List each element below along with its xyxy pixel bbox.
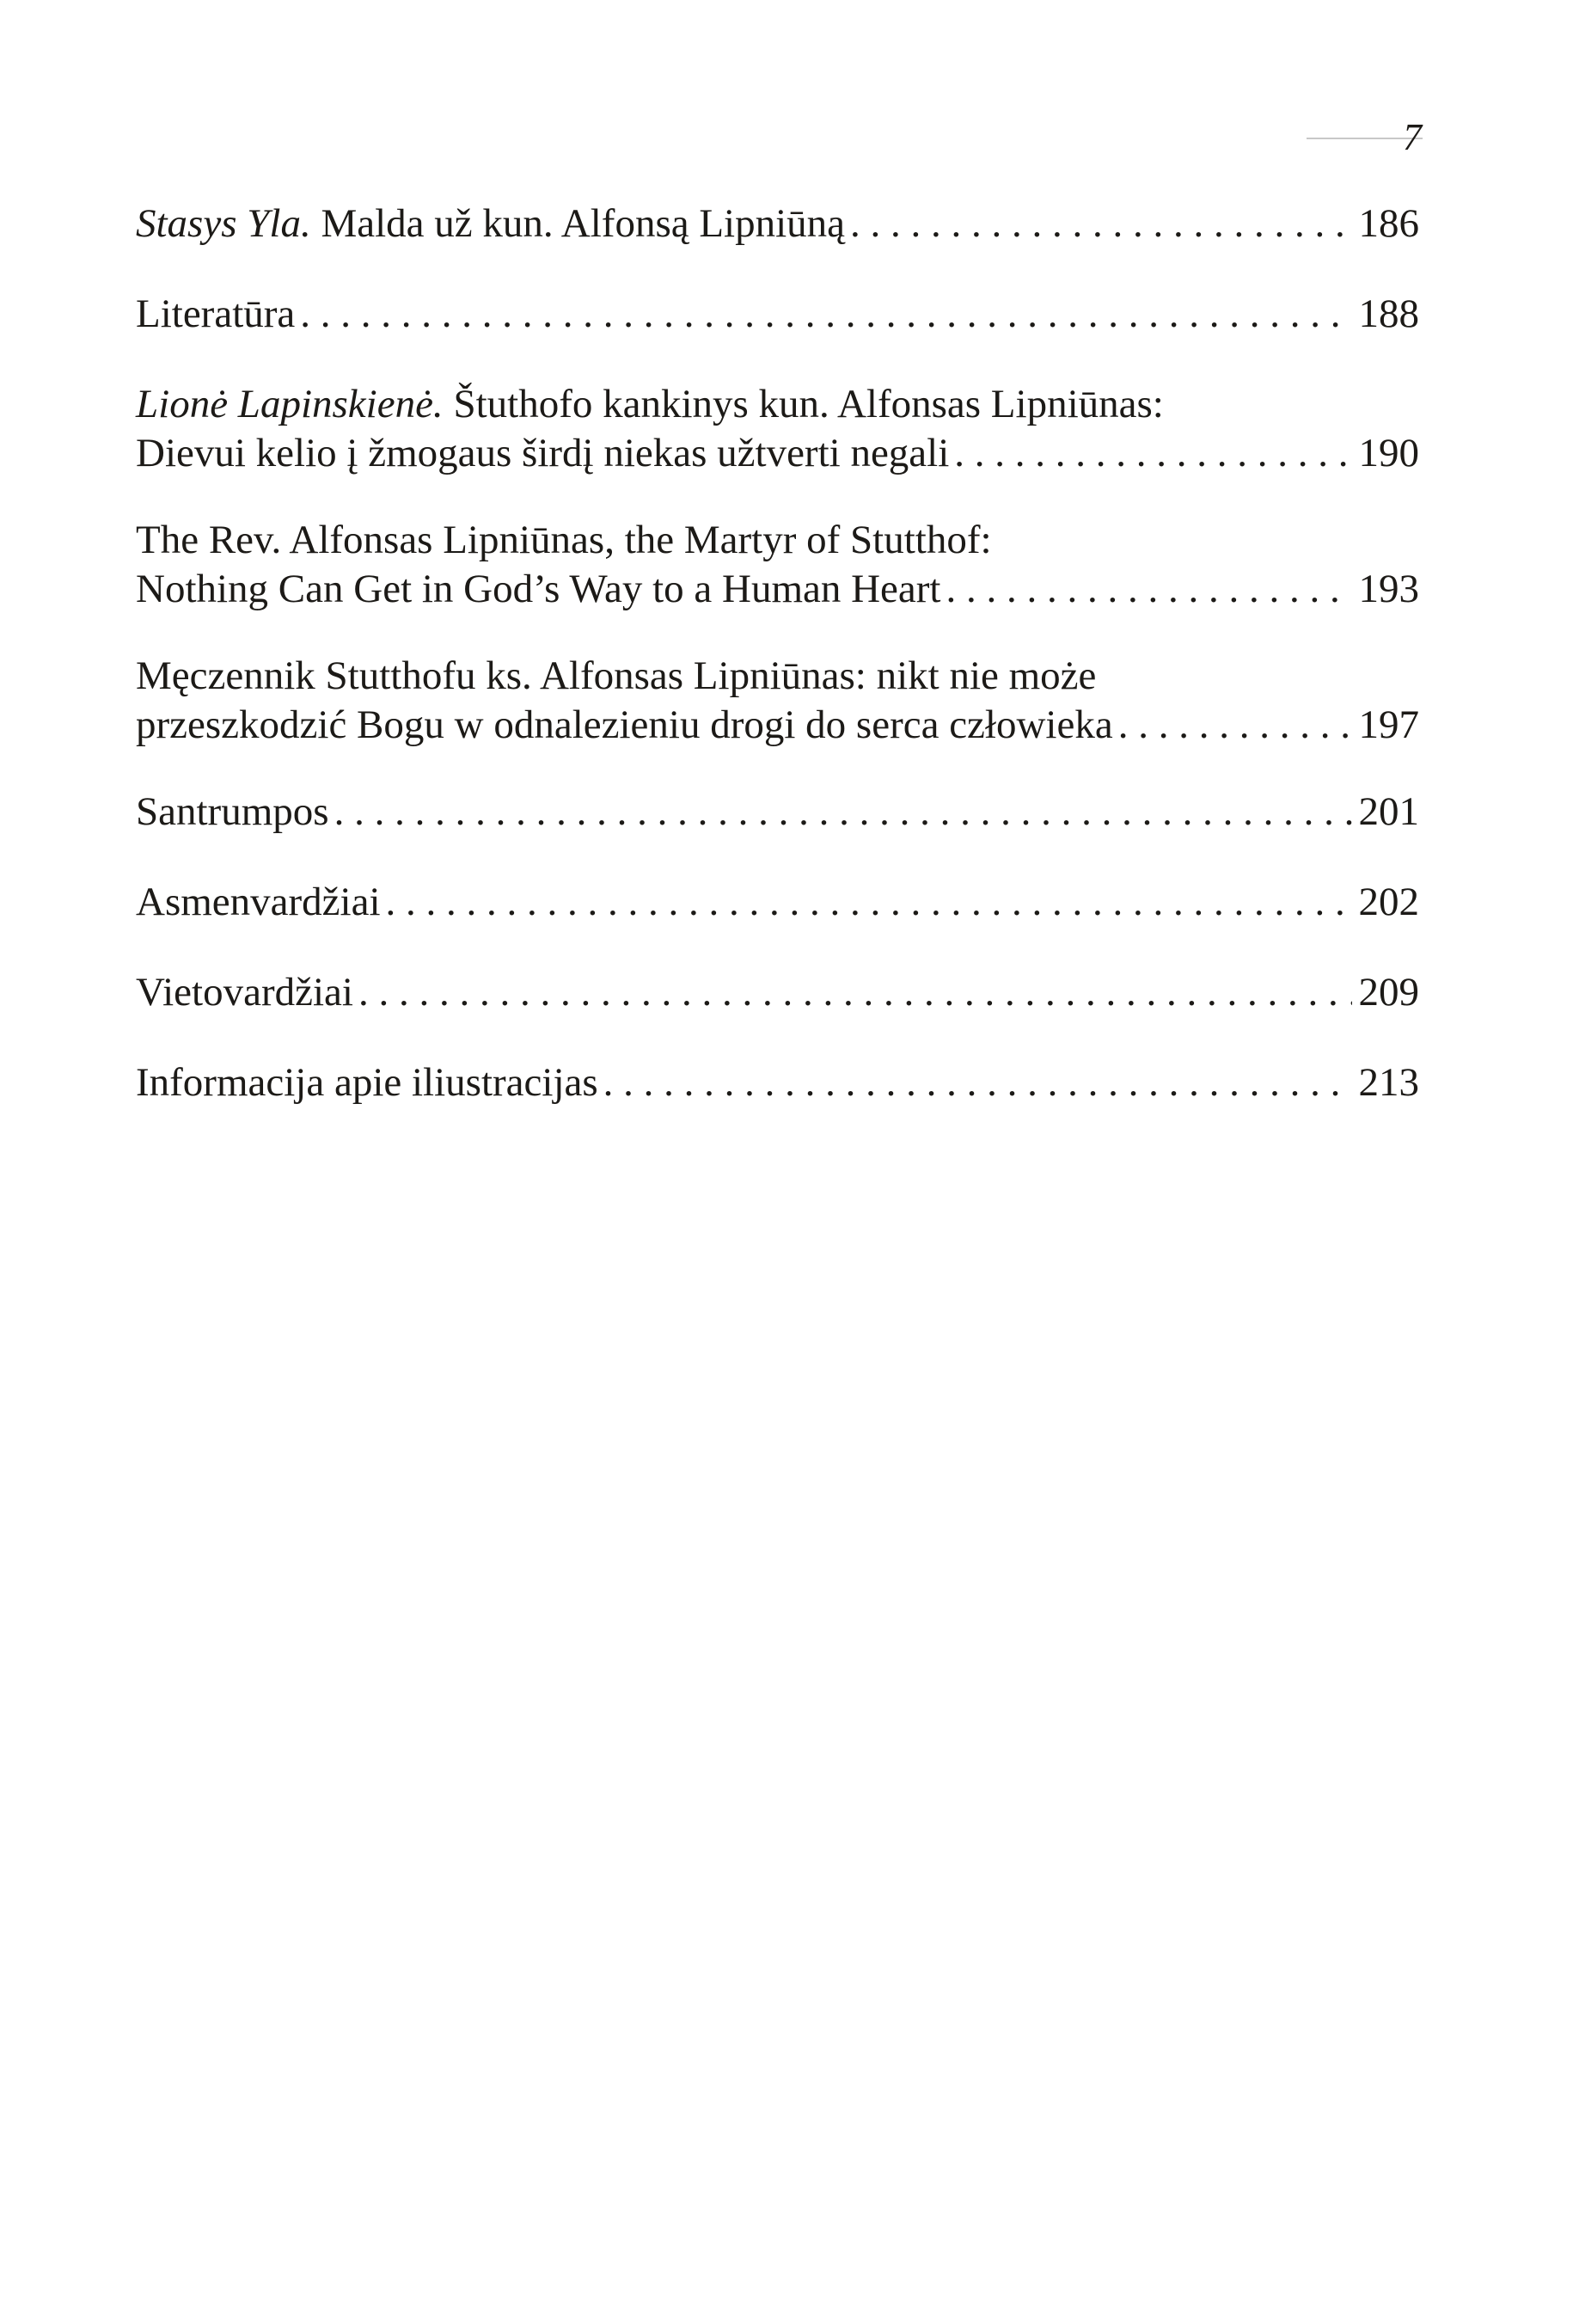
dot-leader (954, 429, 1351, 478)
toc-entry-page: 201 (1358, 789, 1419, 834)
toc-entry-title: The Rev. Alfonsas Lipniūnas, the Martyr of Stutthof: (136, 518, 992, 562)
toc-entry-line (136, 199, 1419, 248)
toc-entry[interactable] (136, 788, 1419, 837)
toc-entry-line (136, 290, 1419, 339)
dot-leader (946, 565, 1352, 614)
toc-entry-author: Lionė Lapinskienė. (136, 382, 444, 426)
dot-leader (358, 968, 1352, 1017)
toc-entry[interactable] (136, 380, 1419, 478)
dot-leader (300, 290, 1351, 339)
dot-leader (386, 878, 1352, 927)
toc-entry-title-continued: Nothing Can Get in God’s Way to a Human Heart (136, 567, 941, 611)
toc-entry-page: 202 (1358, 880, 1419, 924)
toc-entry-page: 190 (1358, 431, 1419, 475)
toc-entry-line (136, 701, 1419, 750)
toc-entry-page: 213 (1358, 1060, 1419, 1105)
toc-entry-line (136, 878, 1419, 927)
toc-entry[interactable] (136, 199, 1419, 248)
toc-entry-title: Asmenvardžiai (136, 880, 381, 924)
toc-entry-page: 186 (1358, 201, 1419, 246)
toc-entry-title: Literatūra (136, 291, 296, 336)
toc-entry-line (136, 429, 1419, 478)
toc-entry[interactable] (136, 878, 1419, 927)
toc-entry[interactable] (136, 290, 1419, 339)
toc-entry-title-continued: Dievui kelio į žmogaus širdį niekas užtverti negali (136, 431, 950, 475)
toc-entry-title-continued: przeszkodzić Bogu w odnalezieniu drogi do serca człowieka (136, 702, 1113, 747)
toc-entry-title: Štuthofo kankinys kun. Alfonsas Lipniūnas: (453, 382, 1164, 426)
toc-entry-title: Vietovardžiai (136, 970, 353, 1015)
dot-leader (850, 199, 1351, 248)
toc-entry-line (136, 565, 1419, 614)
toc-entry-first-line (136, 380, 1419, 429)
toc-entry[interactable] (136, 516, 1419, 614)
dot-leader (334, 788, 1352, 837)
dot-leader (1118, 701, 1352, 750)
toc-entry-title: Malda už kun. Alfonsą Lipniūną (321, 201, 846, 246)
toc-entry-page: 209 (1358, 970, 1419, 1015)
toc-entry-line (136, 1058, 1419, 1107)
toc-entry-author: Stasys Yla. (136, 201, 311, 246)
toc-entry-page: 188 (1358, 291, 1419, 336)
toc-entry[interactable] (136, 1058, 1419, 1107)
toc-entry-title: Informacija apie iliustracijas (136, 1060, 598, 1105)
toc-entry-title: Męczennik Stutthofu ks. Alfonsas Lipniūnas: nikt nie może (136, 653, 1097, 698)
toc-entry[interactable] (136, 968, 1419, 1017)
table-of-contents (136, 199, 1419, 1149)
toc-entry-title: Santrumpos (136, 789, 329, 834)
toc-entry-line (136, 788, 1419, 837)
toc-entry-page: 197 (1358, 702, 1419, 747)
page-number: 7 (1403, 116, 1422, 158)
toc-entry-line (136, 968, 1419, 1017)
toc-entry[interactable] (136, 652, 1419, 750)
toc-entry-page: 193 (1358, 567, 1419, 611)
dot-leader (603, 1058, 1352, 1107)
